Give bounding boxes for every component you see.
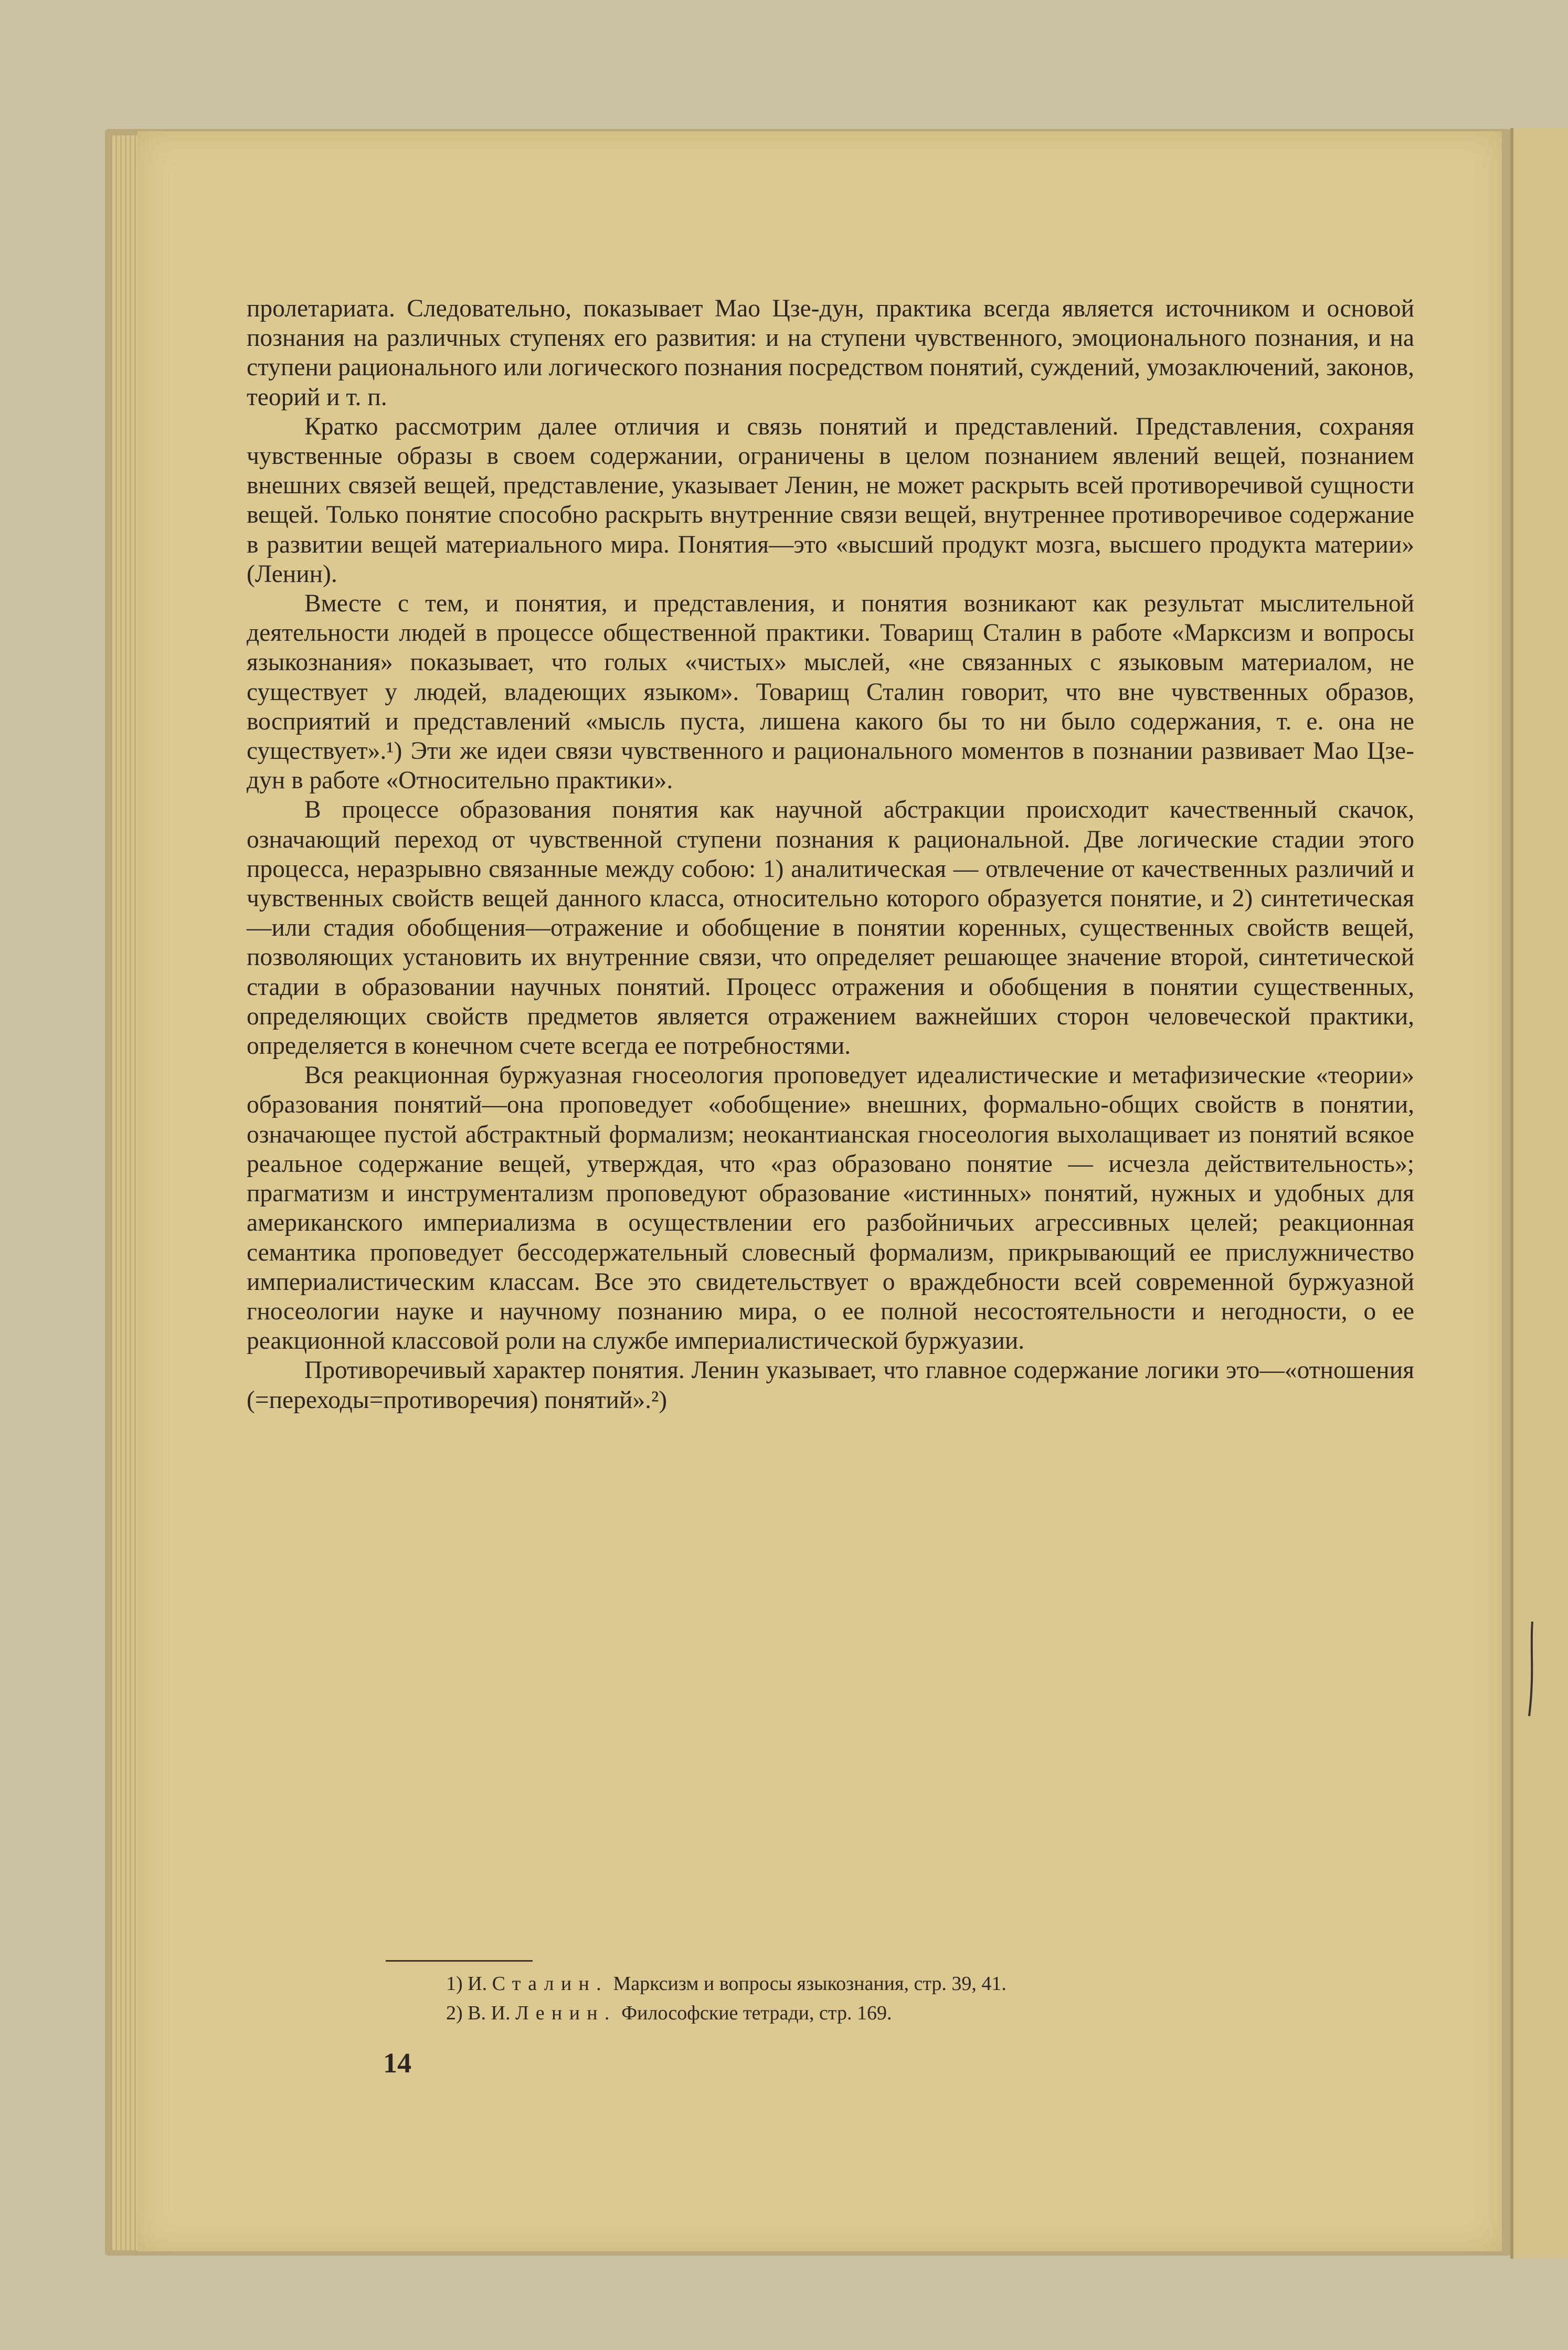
footnote-text: Философские тетради, стр. 169.	[621, 2002, 892, 2024]
paragraph-3: Вместе с тем, и понятия, и представления, и понятия возникают как результат мыслительной деятельности людей в процессе общественной практики. Товарищ Сталин в работе «Марксизм и вопросы языкознания» показывает, что голых «чистых» мыслей, «не связанных с языковым материалом, не существует у людей, владеющих языком». Товарищ Сталин говорит, что вне чувственных образов, восприятий и представлений «мысль пуста, лишена какого бы то ни было содержания, т. е. она не существует».¹) Эти же идеи связи чувственного и рационального моментов в познании развивает Мао Цзе-дун в работе «Относительно практики».	[247, 590, 1414, 795]
footnote-separator	[386, 1960, 533, 1962]
footnote-2	[446, 1998, 1391, 2028]
footnote-marker: 1) И.	[446, 1973, 488, 1995]
pencil-mark-icon	[1522, 1616, 1543, 1721]
body-text	[247, 294, 1414, 1415]
footnotes	[446, 1969, 1391, 2028]
paragraph-2: Кратко рассмотрим далее отличия и связь понятий и представлений. Представления, сохраняя чувственные образы в своем содержании, ограничены в целом познанием явлений вещей, познанием внешних связей вещей, представление, указывает Ленин, не может раскрыть всей противоречивой сущности вещей. Только понятие способно раскрыть внутренние связи вещей, внутреннее противоречивое содержание в развитии вещей материального мира. Понятия—это «высший продукт мозга, высшего продукта материи» (Ленин).	[247, 412, 1414, 588]
paragraph-1: пролетариата. Следовательно, показывает Мао Цзе-дун, практика всегда является источником и основой познания на различных ступенях его развития: и на ступени чувственного, эмоционального познания, и на ступени рационального или логического познания посредством понятий, суждений, умозаключений, законов, теорий и т. п.	[247, 295, 1414, 411]
footnote-text: Марксизм и вопросы языкознания, стр. 39, 41.	[613, 1973, 1007, 1995]
paragraph-6: Противоречивый характер понятия. Ленин указывает, что главное содержание логики это—«отношения (=переходы=противоречия) понятий».²)	[247, 1357, 1414, 1414]
footnote-author: Ленин.	[515, 2002, 617, 2024]
footnote-marker: 2) В. И.	[446, 2002, 511, 2024]
footnote-1	[446, 1969, 1391, 1998]
paragraph-4: В процессе образования понятия как научной абстракции происходит качественный скачок, означающий переход от чувственной ступени познания к рациональной. Две логические стадии этого процесса, неразрывно связанные между собою: 1) аналитическая — отвлечение от качественных различий и чувственных свойств вещей данного класса, относительно которого образуется понятие, и 2) синтетическая—или стадия обобщения—отражение и обобщение в понятии коренных, существенных свойств вещей, позволяющих установить их внутренние связи, что определяет решающее значение второй, синтетической стадии в образовании научных понятий. Процесс отражения и обобщения в понятии существенных, определяющих свойств предметов является отражением важнейших сторон человеческой практики, определяется в конечном счете всегда ее потребностями.	[247, 796, 1414, 1060]
paragraph-5: Вся реакционная буржуазная гносеология проповедует идеалистические и метафизические «теории» образования понятий—она проповедует «обобщение» внешних, формально-общих свойств в понятии, означающее пустой абстрактный формализм; неокантианская гносеология выхолащивает из понятий всякое реальное содержание вещей, утверждая, что «раз образовано понятие — исчезла действительность»; прагматизм и инструментализм проповедуют образование «истинных» понятий, нужных и удобных для американского империализма в осуществлении его разбойничьих агрессивных целей; реакционная семантика проповедует бессодержательный словесный формализм, прикрывающий ее прислужничество империалистическим классам. Все это свидетельствует о враждебности всей современной буржуазной гносеологии науке и научному познанию мира, о ее полной несостоятельности и негодности, о ее реакционной классовой роли на службе империалистической буржуазии.	[247, 1062, 1414, 1355]
next-page-edge	[1510, 128, 1568, 2259]
footnote-author: Сталин.	[492, 1973, 608, 1995]
page-number: 14	[383, 2047, 411, 2079]
